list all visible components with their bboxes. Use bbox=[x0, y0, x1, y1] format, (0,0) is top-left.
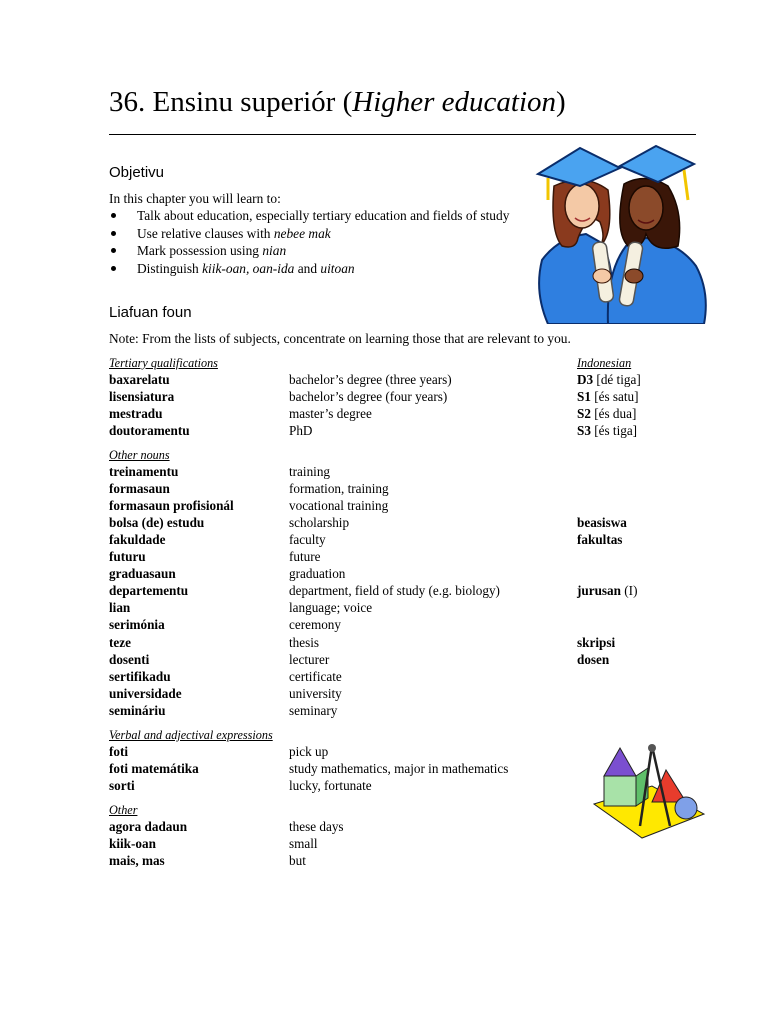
vocab-term: sorti bbox=[109, 777, 135, 793]
vocab-term: universidade bbox=[109, 685, 182, 701]
vocab-row bbox=[109, 566, 669, 583]
vocab-row bbox=[109, 635, 669, 652]
vocab-row bbox=[109, 498, 669, 515]
section-heading: Verbal and adjectival expressions bbox=[109, 728, 273, 742]
vocab-term: mestradu bbox=[109, 405, 163, 421]
vocab-row bbox=[109, 423, 669, 440]
vocab-row bbox=[109, 703, 669, 720]
vocab-term: teze bbox=[109, 634, 131, 650]
objetivu-intro: In this chapter you will learn to: bbox=[109, 191, 281, 206]
vocab-gloss: certificate bbox=[289, 668, 342, 684]
vocab-gloss: language; voice bbox=[289, 600, 373, 616]
vocab-gloss: seminary bbox=[289, 702, 338, 718]
title-rule bbox=[109, 134, 696, 135]
vocab-indonesian: skripsi bbox=[577, 634, 616, 650]
vocab-gloss: formation, training bbox=[289, 480, 389, 496]
vocab-gloss: bachelor’s degree (four years) bbox=[289, 388, 448, 404]
vocab-row bbox=[109, 836, 669, 853]
vocab-indonesian: D3 [dé tiga] bbox=[577, 371, 641, 387]
vocab-gloss: thesis bbox=[289, 634, 320, 650]
vocab-row bbox=[109, 464, 669, 481]
vocab-row bbox=[109, 744, 669, 761]
vocab-term: lian bbox=[109, 600, 131, 616]
vocab-row bbox=[109, 406, 669, 423]
vocab-term: treinamentu bbox=[109, 463, 179, 479]
vocab-gloss: lecturer bbox=[289, 651, 330, 667]
vocab-term: formasaun profisionál bbox=[109, 497, 234, 513]
vocab-indonesian: jurusan (I) bbox=[577, 583, 638, 599]
vocab-gloss: faculty bbox=[289, 531, 326, 547]
vocab-row bbox=[109, 481, 669, 498]
vocab-row bbox=[109, 819, 669, 836]
vocab-row bbox=[109, 389, 669, 406]
vocab-row bbox=[109, 617, 669, 634]
vocab-term: agora dadaun bbox=[109, 818, 188, 834]
bullet-item: Talk about education, especially tertiary education and fields of study bbox=[109, 207, 509, 225]
section-heading: Other bbox=[109, 803, 138, 817]
vocab-row bbox=[109, 372, 669, 389]
vocab-term: bolsa (de) estudu bbox=[109, 514, 205, 530]
vocab-term: serimónia bbox=[109, 617, 165, 633]
vocab-gloss: lucky, fortunate bbox=[289, 777, 372, 793]
vocab-gloss: bachelor’s degree (three years) bbox=[289, 371, 452, 387]
vocab-gloss: small bbox=[289, 835, 318, 851]
vocab-row bbox=[109, 669, 669, 686]
section-heading: Tertiary qualifications bbox=[109, 356, 218, 370]
vocab-term: doutoramentu bbox=[109, 422, 190, 438]
vocab-row bbox=[109, 778, 669, 795]
section-heading: Other nouns bbox=[109, 448, 170, 462]
vocab-gloss: pick up bbox=[289, 743, 329, 759]
vocab-term: foti matemátika bbox=[109, 760, 199, 776]
vocab-gloss: vocational training bbox=[289, 497, 389, 513]
vocab-row bbox=[109, 549, 669, 566]
vocab-term: graduasaun bbox=[109, 566, 176, 582]
liafuan-heading: Liafuan foun bbox=[109, 304, 192, 321]
vocab-row bbox=[109, 652, 669, 669]
vocab-gloss: master’s degree bbox=[289, 405, 372, 421]
vocab-term: departementu bbox=[109, 583, 189, 599]
vocab-gloss: university bbox=[289, 685, 342, 701]
bullet-item: Mark possession using nian bbox=[109, 242, 509, 260]
vocab-indonesian: fakultas bbox=[577, 531, 623, 547]
vocab-gloss: these days bbox=[289, 818, 344, 834]
vocab-row bbox=[109, 600, 669, 617]
vocab-indonesian: dosen bbox=[577, 651, 610, 667]
page-title: 36. Ensinu superiór (Higher education) bbox=[109, 86, 566, 118]
vocab-gloss: but bbox=[289, 852, 306, 868]
vocab-row bbox=[109, 532, 669, 549]
vocab-term: baxarelatu bbox=[109, 371, 170, 387]
vocab-term: sertifikadu bbox=[109, 668, 171, 684]
vocab-term: lisensiatura bbox=[109, 388, 175, 404]
vocab-gloss: scholarship bbox=[289, 514, 350, 530]
vocab-gloss: study mathematics, major in mathematics bbox=[289, 760, 509, 776]
vocab-gloss: department, field of study (e.g. biology) bbox=[289, 583, 500, 599]
geometry-shapes-illustration bbox=[590, 740, 706, 840]
vocab-indonesian: beasiswa bbox=[577, 514, 627, 530]
vocab-gloss: training bbox=[289, 463, 331, 479]
vocab-row bbox=[109, 583, 669, 600]
vocab-row bbox=[109, 515, 669, 532]
vocab-term: futuru bbox=[109, 549, 146, 564]
liafuan-note: Note: From the lists of subjects, concentrate on learning those that are relevant to you. bbox=[109, 331, 571, 346]
vocab-term: dosenti bbox=[109, 651, 150, 667]
vocab-row bbox=[109, 853, 669, 870]
vocab-indonesian: S3 [és tiga] bbox=[577, 422, 638, 438]
vocab-term: foti bbox=[109, 743, 129, 759]
vocab-term: kiik-oan bbox=[109, 835, 156, 851]
vocab-gloss: PhD bbox=[289, 422, 313, 438]
objetivu-bullet-list bbox=[109, 207, 509, 277]
vocab-indonesian: S1 [és satu] bbox=[577, 388, 639, 404]
objetivu-heading: Objetivu bbox=[109, 164, 165, 181]
bullet-item: Distinguish kiik-oan, oan-ida and uitoan bbox=[109, 260, 509, 278]
bullet-item: Use relative clauses with nebee mak bbox=[109, 225, 509, 243]
vocab-gloss: ceremony bbox=[289, 617, 341, 633]
vocab-gloss: graduation bbox=[289, 566, 346, 582]
vocab-row bbox=[109, 686, 669, 703]
vocab-gloss: future bbox=[289, 549, 321, 564]
vocab-row bbox=[109, 761, 669, 778]
vocab-term: fakuldade bbox=[109, 531, 166, 547]
vocab-term: formasaun bbox=[109, 480, 170, 496]
vocab-term: mais, mas bbox=[109, 852, 165, 868]
indonesian-column-heading: Indonesian bbox=[577, 356, 632, 370]
graduates-illustration bbox=[528, 142, 716, 324]
vocab-indonesian: S2 [és dua] bbox=[577, 405, 637, 421]
vocab-term: semináriu bbox=[109, 702, 166, 718]
